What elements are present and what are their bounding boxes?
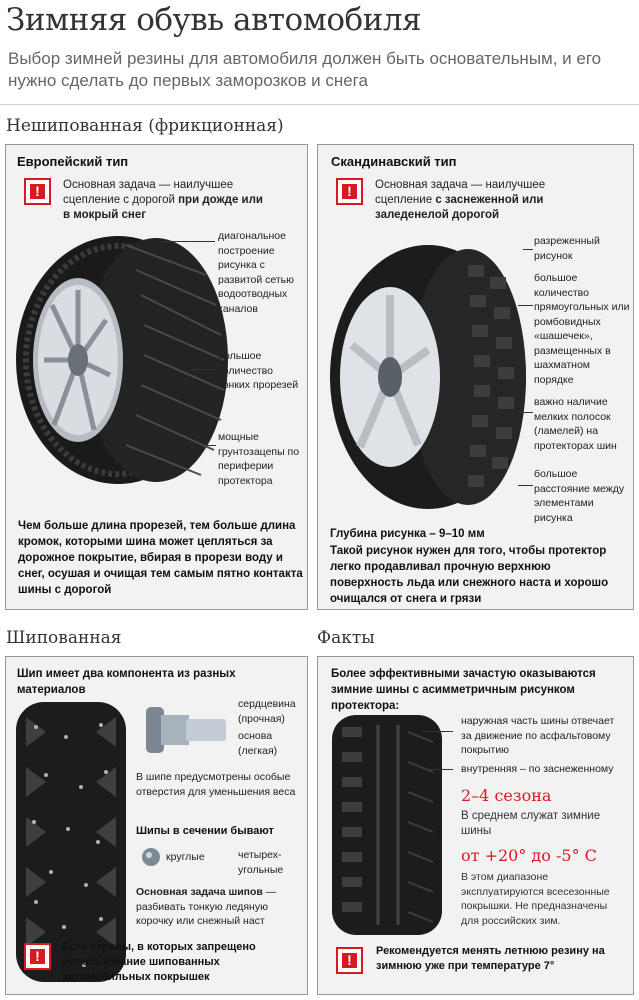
callout-leader xyxy=(423,731,453,732)
facts-temp: от +20° до -5° С xyxy=(461,846,597,865)
callout-leader xyxy=(423,769,453,770)
scandinavian-depth: Глубина рисунка – 9–10 мм xyxy=(330,528,485,540)
exclamation-icon xyxy=(336,947,363,974)
european-callout-sipes: большое количество тонких прорезей xyxy=(218,350,299,391)
scandinavian-task: Основная задача — наилучшее сцепление с заснеженной или заледенелой дорогой xyxy=(375,179,546,221)
callout-leader xyxy=(518,305,533,306)
facts-inner: внутренняя – по заснеженному xyxy=(461,763,614,775)
stud-core-label: сердцевина (прочная) xyxy=(238,698,296,725)
stud-holes-text: В шипе предусмотрены особые отверстия для уменьшения веса xyxy=(136,771,296,798)
stud-round-label: круглые xyxy=(166,851,205,863)
callout-leader xyxy=(161,241,215,242)
stud-sections-title: Шипы в сечении бывают xyxy=(136,825,274,837)
european-callout-pattern: диагональное построение рисунка с развитой сетью водоотводных каналов xyxy=(218,230,295,315)
callout-leader xyxy=(206,445,216,446)
stud-base-label: основа (легкая) xyxy=(238,730,278,757)
exclamation-icon xyxy=(24,943,51,970)
facts-intro: Более эффективными зачастую оказываются зимние шины с асимметричным рисунком протектора: xyxy=(331,668,596,712)
facts-seasons: 2–4 сезона xyxy=(461,786,552,805)
section-title-studded: Шипованная xyxy=(6,628,122,648)
scandinavian-callout-lamellae: важно наличие мелких полосок (ламелей) на протекторах шин xyxy=(534,396,617,452)
stud-square-label: четырех-угольные xyxy=(238,849,284,876)
stud-task-text: Основная задача шипов — разбивать тонкую ледяную корочку или снежный наст xyxy=(136,886,277,927)
stud-image xyxy=(146,707,226,753)
studded-warning: Есть страны, в которых запрещено использование шипованных автомобильных покрышек xyxy=(62,941,256,983)
studded-intro: Шип имеет два компонента из разных материалов xyxy=(17,668,236,696)
callout-leader xyxy=(518,485,533,486)
section-title-studless: Нешипованная (фрикционная) xyxy=(6,116,284,136)
facts-outer: наружная часть шины отвечает за движение по асфальтовому покрытию xyxy=(461,715,615,756)
european-panel xyxy=(5,144,308,610)
facts-warning: Рекомендуется менять летнюю резину на зимнюю уже при температуре 7° xyxy=(376,945,605,972)
callout-leader xyxy=(518,412,533,413)
scandinavian-bottom-text: Такой рисунок нужен для того, чтобы протектор легко продавливал прочную верхнюю поверхность льда или снежного наста и хорошо очищался от снега и грязи xyxy=(330,545,609,605)
scandinavian-title: Скандинавский тип xyxy=(331,154,457,169)
callout-leader xyxy=(523,249,533,250)
european-callout-lugs: мощные грунтозацепы по периферии протектора xyxy=(218,431,300,487)
divider xyxy=(0,104,639,105)
scandinavian-panel xyxy=(317,144,634,610)
european-title: Европейский тип xyxy=(17,154,129,169)
section-title-facts: Факты xyxy=(317,628,375,648)
scandinavian-callout-blocks: большое количество прямоугольных или ромбовидных «шашечек», размещенных в шахматном порядке xyxy=(534,272,630,386)
facts-panel xyxy=(317,656,634,995)
page-subtitle: Выбор зимней резины для автомобиля должен быть основательным, и его нужно сделать до первых заморозков и снега xyxy=(8,49,602,90)
callout-leader xyxy=(191,369,216,370)
page-title: Зимняя обувь автомобиля xyxy=(6,2,422,38)
european-bottom-text: Чем больше длина прорезей, тем больше длина кромок, которыми шина может цепляться за дорожное покрытие, вбирая в прорези воду и снег, осушая и очищая тем самым пятно контакта шины с дорогой xyxy=(18,520,303,596)
facts-seasons-text: В среднем служат зимние шины xyxy=(461,810,601,837)
facts-temp-text: В этом диапазоне эксплуатируются всесезонные покрышки. Не предназначены для российских зим. xyxy=(461,871,610,927)
european-task: Основная задача — наилучшее сцепление с дорогой при дожде или в мокрый снег xyxy=(63,179,264,221)
scandinavian-callout-distance: большое расстояние между элементами рисунка xyxy=(534,468,625,524)
studded-panel xyxy=(5,656,308,995)
scandinavian-callout-sparse: разреженный рисунок xyxy=(534,235,600,262)
